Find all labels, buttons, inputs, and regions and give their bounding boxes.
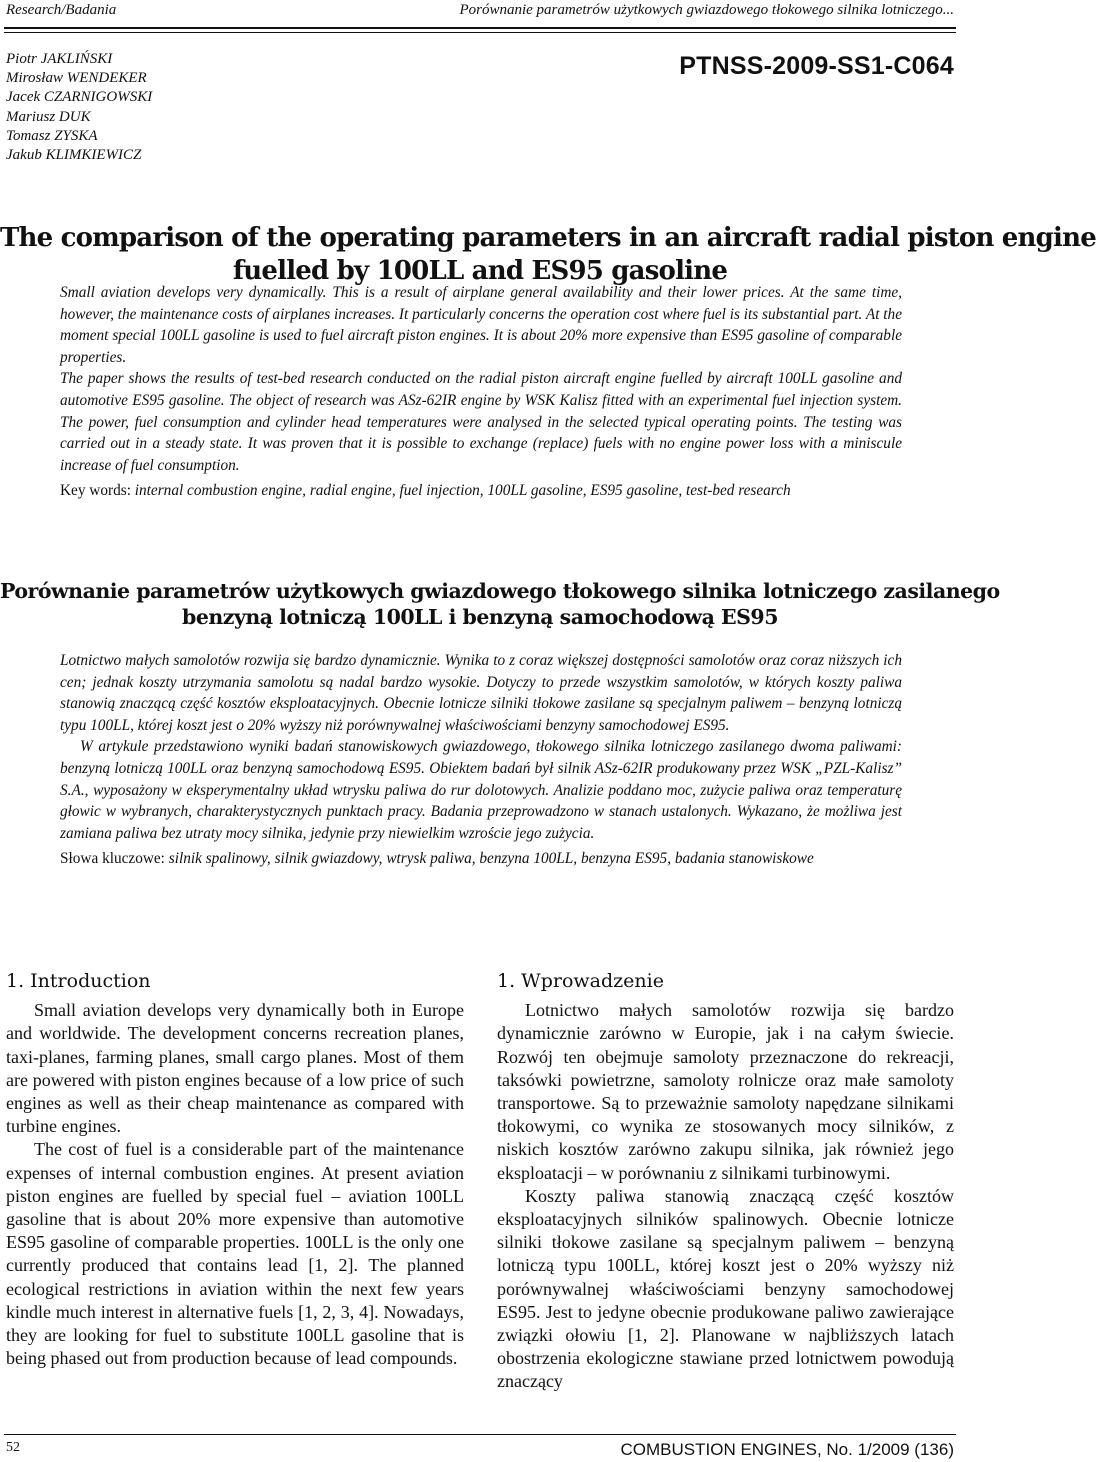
abstract-paragraph: W artykule przedstawiono wyniki badań stanowiskowych gwiazdowego, tłokowego silnika lotniczego zasilanego dwoma paliwami: benzyną lotniczą 100LL oraz benzyną samochodową ES95. Obiektem badań był silnik ASz-62IR produkowany przez WSK „PZL-Kalisz” S.A., wyposażony w eksperymentalny układ wtrysku paliwa do rur dolotowych. Analizie poddano moc, zużycie paliwa oraz temperaturę głowic w wybranych, charakterystycznych punktach pracy. Badania przeprowadzono w stanach ustalonych. Wykazano, że możliwa jest zamiana paliwa bez utraty mocy silnika, jedynie przy niewielkim wzroście jego zużycia.	[60, 738, 902, 842]
polish-body-column	[497, 970, 954, 1394]
polish-title-line: benzyną lotniczą 100LL i benzyną samochodową ES95	[182, 605, 778, 629]
keywords	[60, 848, 902, 870]
author: Jakub KLIMKIEWICZ	[6, 147, 142, 164]
abstract-paragraph: Small aviation develops very dynamically. This is a result of airplane general availability and their lower prices. At the same time, however, the maintenance costs of airplanes increases. It particularly concerns the operation cost where fuel is its substantial part. At the moment special 100LL gasoline is used to fuel aircraft piston engines. It is about 20% more expensive than ES95 gasoline of comparable properties.	[60, 284, 902, 366]
polish-title-line: Porównanie parametrów użytkowych gwiazdowego tłokowego silnika lotniczego zasilanego	[0, 579, 1000, 603]
paper-code: PTNSS-2009-SS1-C064	[679, 52, 954, 80]
polish-abstract	[60, 650, 902, 870]
body-paragraph: Small aviation develops very dynamically both in Europe and worldwide. The development concerns recreation planes, taxi-planes, farming planes, small cargo planes. Most of them are powered with piston engines because of a low price of such engines as well as their cheap maintenance as compared with turbine engines.	[6, 1000, 464, 1137]
keywords-label: Słowa kluczowe:	[60, 850, 165, 868]
page-number: 52	[6, 1440, 20, 1455]
header-section-label: Research/Badania	[6, 2, 117, 18]
abstract-paragraph: Lotnictwo małych samolotów rozwija się bardzo dynamicznie. Wynika to z coraz większej dostępności samolotów oraz coraz niższych ich cen; jednak koszty utrzymania samolotu są nadal bardzo wysokie. Dotyczy to przede wszystkim samolotów, w których koszty paliwa stanowią znaczącą część kosztów eksploatacyjnych. Obecnie lotnicze silniki tłokowe zasilane są specjalnym paliwem – benzyną lotniczą typu 100LL, której koszt jest o 20% wyższy niż porównywalnej właściwościami benzyny samochodowej ES95.	[60, 652, 902, 734]
author-list	[6, 50, 152, 165]
english-body-column	[6, 970, 464, 1370]
english-title	[0, 222, 1096, 288]
keywords-label: Key words:	[60, 482, 131, 500]
keywords	[60, 480, 902, 502]
author: Mirosław WENDEKER	[6, 70, 147, 87]
english-title-line: fuelled by 100LL and ES95 gasoline	[232, 256, 728, 286]
header-rule	[4, 27, 956, 33]
header-short-title: Porównanie parametrów użytkowych gwiazdowego tłokowego silnika lotniczego...	[459, 2, 954, 18]
english-title-line: The comparison of the operating parameters in an aircraft radial piston engine	[0, 223, 1096, 253]
journal-name: COMBUSTION ENGINES, No. 1/2009 (136)	[620, 1440, 954, 1459]
english-abstract	[60, 282, 902, 502]
polish-title	[0, 578, 1000, 630]
author: Jacek CZARNIGOWSKI	[6, 89, 153, 106]
body-paragraph: The cost of fuel is a considerable part of the maintenance expenses of internal combustion engines. At present aviation piston engines are fuelled by special fuel – aviation 100LL gasoline that is about 20% more expensive than automotive ES95 gasoline of comparable properties. 100LL is the only one currently produced that contains lead [1, 2]. The planned ecological restrictions in aviation within the next few years kindle much interest in alternative fuels [1, 2, 3, 4]. Nowadays, they are looking for fuel to substitute 100LL gasoline that is being phased out from production because of lead compounds.	[6, 1139, 464, 1369]
body-paragraph: Lotnictwo małych samolotów rozwija się bardzo dynamicznie zarówno w Europie, jak i na całym świecie. Rozwój ten obejmuje samoloty przeznaczone do rekreacji, taksówki powietrzne, samoloty rolnicze oraz małe samoloty transportowe. Są to przeważnie samoloty napędzane silnikami tłokowymi, co wynika ze stosowanych mocy silników, z niskich kosztów zarówno zakupu silnika, jak również jego eksploatacji – w porównaniu z silnikami turbinowymi.	[497, 1000, 954, 1183]
author: Tomasz ZYSKA	[6, 127, 98, 144]
footer-rule	[4, 1434, 956, 1435]
abstract-paragraph: The paper shows the results of test-bed research conducted on the radial piston aircraft engine fuelled by aircraft 100LL gasoline and automotive ES95 gasoline. The object of research was ASz-62IR engine by WSK Kalisz fitted with an experimental fuel injection system. The power, fuel consumption and cylinder head temperatures were analysed in the selected typical operating points. The testing was carried out in a steady state. It was proven that it is possible to exchange (replace) fuels with no engine power loss with a miniscule increase of fuel consumption.	[60, 370, 902, 474]
keywords-text: silnik spalinowy, silnik gwiazdowy, wtrysk paliwa, benzyna 100LL, benzyna ES95, badania stanowiskowe	[168, 850, 814, 868]
author: Mariusz DUK	[6, 108, 91, 125]
section-heading: 1. Wprowadzenie	[497, 970, 664, 992]
body-paragraph: Koszty paliwa stanowią znaczącą część kosztów eksploatacyjnych silników spalinowych. Obecnie lotnicze silniki tłokowe zasilane są specjalnym paliwem – benzyną lotniczą typu 100LL, której koszt jest o 20% wyższy niż porównywalnej właściwościami benzyny samochodowej ES95. Jest to jedyne obecnie produkowane paliwo zawierające związki ołowiu [1, 2]. Planowane w najbliższych latach obostrzenia ekologiczne stawiane przed lotnictwem powodują znaczący	[497, 1185, 954, 1392]
keywords-text: internal combustion engine, radial engine, fuel injection, 100LL gasoline, ES95 gasoline, test-bed research	[134, 482, 791, 500]
section-heading: 1. Introduction	[6, 970, 151, 992]
author: Piotr JAKLIŃSKI	[6, 51, 113, 67]
running-header	[6, 2, 954, 24]
